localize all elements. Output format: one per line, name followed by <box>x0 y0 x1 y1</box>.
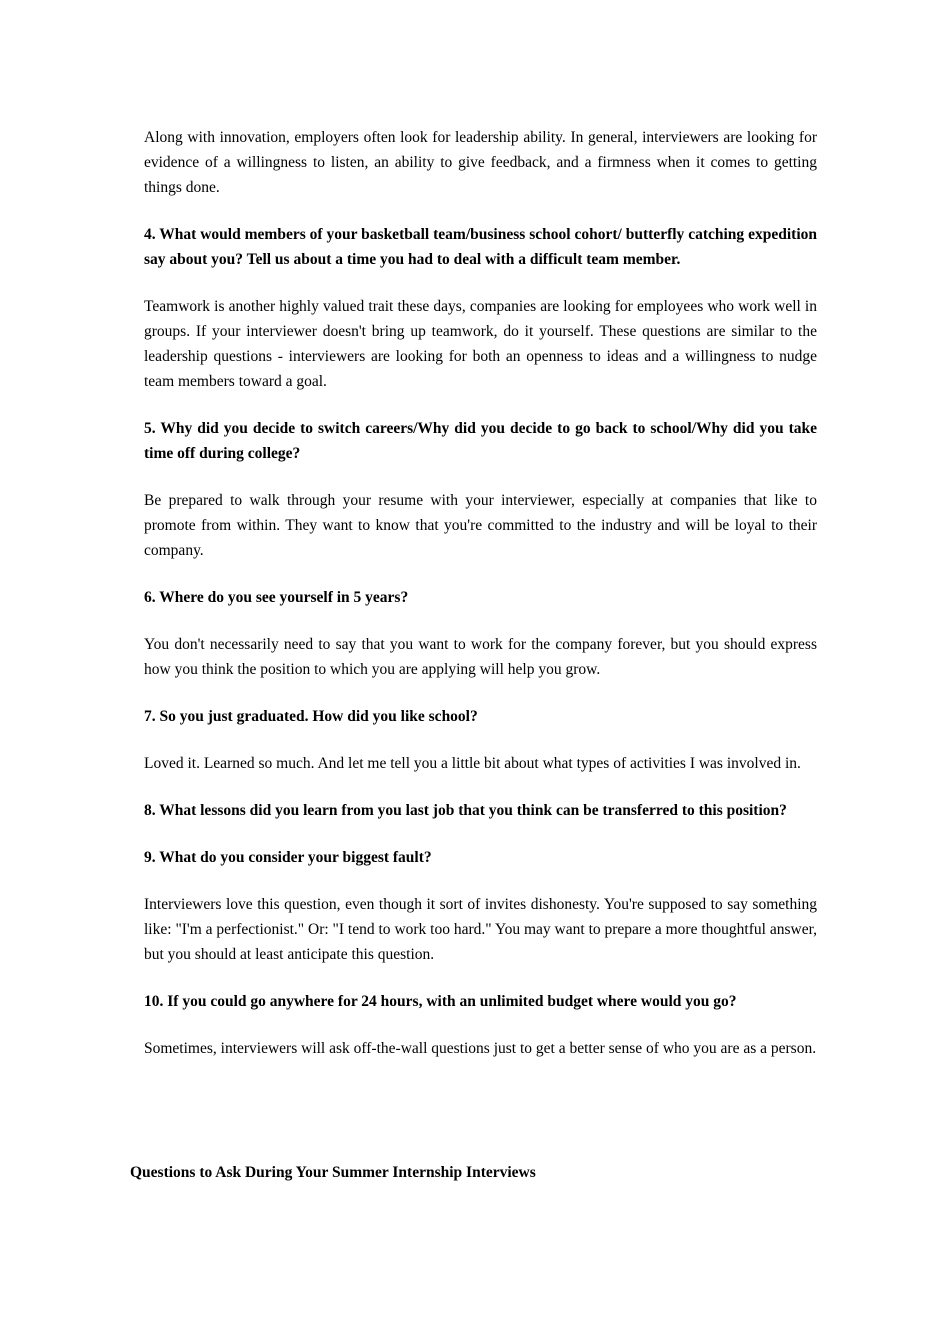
question-9: 9. What do you consider your biggest fault? <box>144 849 432 866</box>
paragraph-off-the-wall: Sometimes, interviewers will ask off-the-wall questions just to get a better sense of who you are as a person. <box>144 1040 817 1057</box>
paragraph-leadership: Along with innovation, employers often look for leadership ability. In general, interviewers are looking for evidence of a willingness to listen, an ability to give feedback, and a firmness when it comes to getting things done. <box>144 129 817 196</box>
question-6: 6. Where do you see yourself in 5 years? <box>144 589 409 606</box>
paragraph-school: Loved it. Learned so much. And let me tell you a little bit about what types of activities I was involved in. <box>144 755 801 772</box>
paragraph-five-years: You don't necessarily need to say that you want to work for the company forever, but you should express how you think the position to which you are applying will help you grow. <box>144 636 817 678</box>
question-8: 8. What lessons did you learn from you last job that you think can be transferred to this position? <box>144 802 787 819</box>
question-5: 5. Why did you decide to switch careers/Why did you decide to go back to school/Why did you take time off during college? <box>144 420 817 462</box>
question-7: 7. So you just graduated. How did you like school? <box>144 708 478 725</box>
paragraph-resume: Be prepared to walk through your resume with your interviewer, especially at companies that like to promote from within. They want to know that you're committed to the industry and will be loyal to their company. <box>144 492 817 559</box>
document-body <box>144 125 817 1083</box>
section-heading: Questions to Ask During Your Summer Internship Interviews <box>130 1164 536 1181</box>
paragraph-teamwork: Teamwork is another highly valued trait these days, companies are looking for employees who work well in groups. If your interviewer doesn't bring up teamwork, do it yourself. These questions are similar to the leadership questions - interviewers are looking for both an openness to ideas and a willingness to nudge team members toward a goal. <box>144 298 817 390</box>
paragraph-biggest-fault: Interviewers love this question, even though it sort of invites dishonesty. You're supposed to say something like: "I'm a perfectionist." Or: "I tend to work too hard." You may want to prepare a more thoughtful answer, but you should at least anticipate this question. <box>144 896 817 963</box>
question-10: 10. If you could go anywhere for 24 hours, with an unlimited budget where would you go? <box>144 993 737 1010</box>
question-4: 4. What would members of your basketball team/business school cohort/ butterfly catching expedition say about you? Tell us about a time you had to deal with a difficult team member. <box>144 226 817 268</box>
